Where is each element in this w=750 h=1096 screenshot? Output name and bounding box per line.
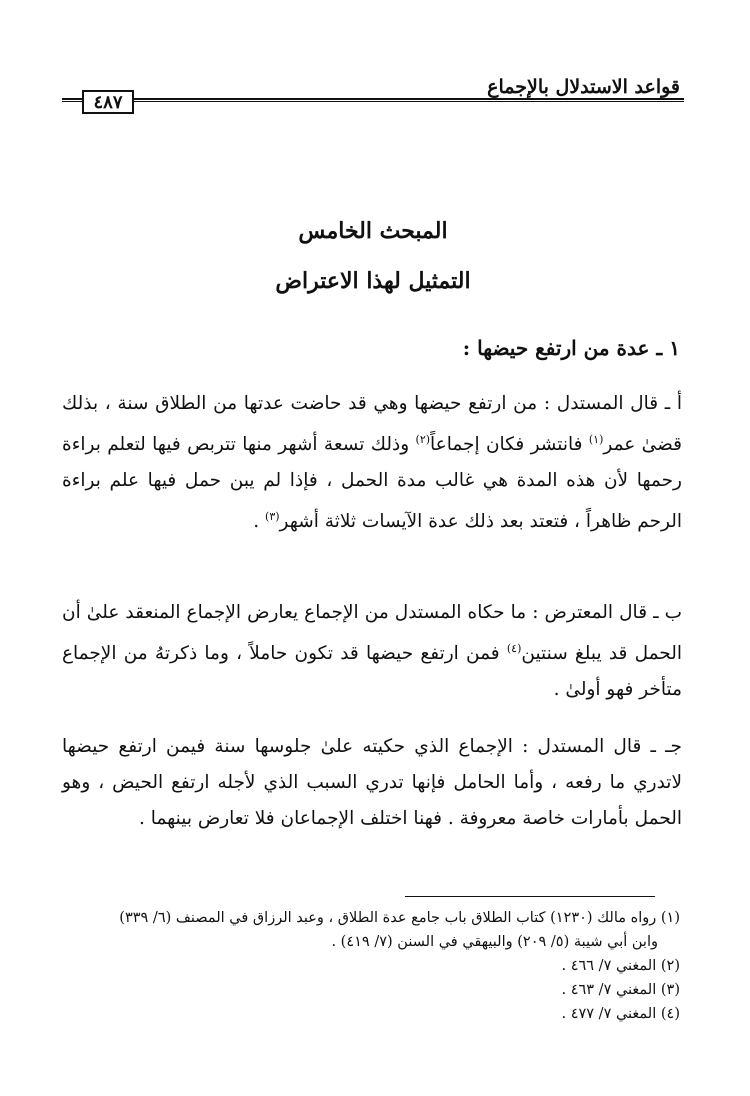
footnote-1: (١) رواه مالك (١٢٣٠) كتاب الطلاق باب جامع عدة الطلاق ، وعبد الرزاق في المصنف (٦/ ٣٣٩)	[119, 910, 680, 926]
paragraph-c	[62, 729, 682, 837]
page-number: ٤٨٧	[82, 90, 134, 114]
paragraph-b	[62, 595, 682, 708]
header-rule-thin	[62, 101, 684, 102]
footnote-ref-1: (١)	[588, 433, 604, 446]
paragraph-a-text: أ ـ قال المستدل : من ارتفع حيضها وهي قد حاضت عدتها من الطلاق سنة ، بذلك قضىٰ عمر	[62, 393, 682, 456]
footnote-ref-2: (٢)	[415, 433, 431, 446]
paragraph-c-text: جـ ـ قال المستدل : الإجماع الذي حكيته علىٰ جلوسها سنة فيمن ارتفع حيضها لاتدري ما رفعه ، وأما الحامل فإنها تدري السبب الذي لأجله ارتفع الحيض ، وهو الحمل بأمارات خاصة معروفة . فهنا اختلف الإجماعان فلا تعارض بينهما .	[62, 736, 682, 829]
header-rule	[62, 98, 684, 100]
paragraph-b-text: ب ـ قال المعترض : ما حكاه المستدل من الإجماع يعارض الإجماع المنعقد علىٰ أن الحمل قد يبلغ سنتين	[62, 602, 682, 665]
paragraph-a-text-4: .	[253, 511, 266, 533]
paragraph-a-text-3: وذلك تسعة أشهر منها تتربص فيها لتعلم براءة رحمها لأن هذه المدة هي غالب مدة الحمل ، فإذا لم يبن حمل فيها علم براءة الرحم ظاهراً ، فتعتد بعد ذلك عدة الآيسات ثلاثة أشهر	[62, 434, 682, 533]
footnote-1-continued: وابن أبي شيبة (٥/ ٢٠٩) والبيهقي في السنن (٧/ ٤١٩) .	[331, 934, 658, 950]
section-subtitle: التمثيل لهذا الاعتراض	[275, 268, 471, 294]
running-title: قواعد الاستدلال بالإجماع	[487, 76, 680, 98]
paragraph-a	[62, 386, 682, 540]
footnotes	[60, 906, 680, 1026]
footnote-ref-3: (٣)	[265, 510, 280, 524]
footnote-ref-4: (٤)	[506, 642, 522, 655]
footnote-separator	[405, 896, 655, 897]
footnote-4: (٤) المغني ٧/ ٤٧٧ .	[561, 1006, 680, 1022]
footnote-3: (٣) المغني ٧/ ٤٦٣ .	[561, 982, 680, 998]
section-title: المبحث الخامس	[298, 218, 448, 244]
footnote-2: (٢) المغني ٧/ ٤٦٦ .	[561, 958, 680, 974]
example-heading: ١ ـ عدة من ارتفع حيضها :	[462, 336, 680, 360]
paragraph-a-text-2: فانتشر فكان إجماعاً	[430, 434, 589, 456]
paragraph-b-text-2: فمن ارتفع حيضها قد تكون حاملاً ، وما ذكرتهُ من الإجماع متأخر فهو أولىٰ .	[62, 643, 682, 701]
